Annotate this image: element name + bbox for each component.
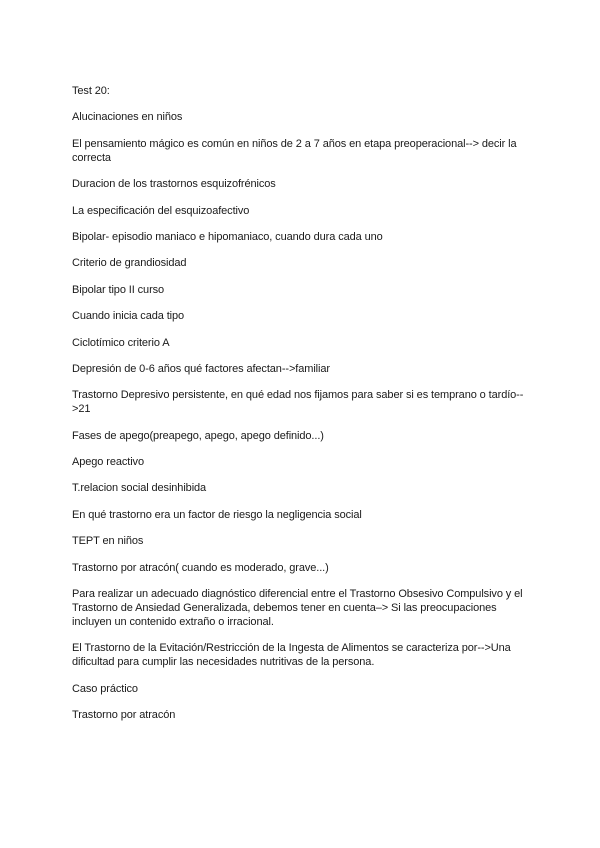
note-item: TEPT en niños: [72, 535, 144, 548]
note-item: Bipolar tipo II curso: [72, 283, 165, 296]
note-item: Criterio de grandiosidad: [72, 257, 187, 270]
note-item: Ciclotímico criterio A: [72, 336, 170, 349]
note-item: Apego reactivo: [72, 456, 144, 469]
note-item: El pensamiento mágico es común en niños de 2 a 7 años en etapa preoperacional--> decir la correcta: [72, 137, 517, 164]
note-item: Caso práctico: [72, 682, 138, 695]
note-item: Duracion de los trastornos esquizofrénicos: [72, 178, 276, 191]
note-item: La especificación del esquizoafectivo: [72, 204, 250, 217]
note-item: Trastorno Depresivo persistente, en qué edad nos fijamos para saber si es temprano o tardío-->21: [72, 389, 524, 416]
note-item: Depresión de 0-6 años qué factores afectan-->familiar: [72, 362, 330, 375]
note-item: Trastorno por atracón: [72, 709, 176, 722]
note-item: T.relacion social desinhibida: [72, 482, 207, 495]
note-item: Para realizar un adecuado diagnóstico diferencial entre el Trastorno Obsesivo Compulsivo y el Trastorno de Ansiedad Generalizada, debemos tener en cuenta–> Si las preocupaciones incluyen un contenido extraño o irracional.: [72, 588, 523, 629]
note-item: El Trastorno de la Evitación/Restricción de la Ingesta de Alimentos se caracteriza por-->Una dificultad para cumplir las necesidades nutritivas de la persona.: [72, 642, 511, 669]
note-item: Trastorno por atracón( cuando es moderado, grave...): [72, 561, 329, 574]
note-item: Alucinaciones en niños: [72, 111, 183, 124]
note-item: En qué trastorno era un factor de riesgo la negligencia social: [72, 508, 362, 521]
note-item: Fases de apego(preapego, apego, apego definido...): [72, 429, 324, 442]
document-body: [72, 84, 532, 735]
heading-test-number: Test 20:: [72, 85, 110, 97]
note-item: Bipolar- episodio maniaco e hipomaniaco, cuando dura cada uno: [72, 230, 383, 243]
note-item: Cuando inicia cada tipo: [72, 310, 185, 323]
